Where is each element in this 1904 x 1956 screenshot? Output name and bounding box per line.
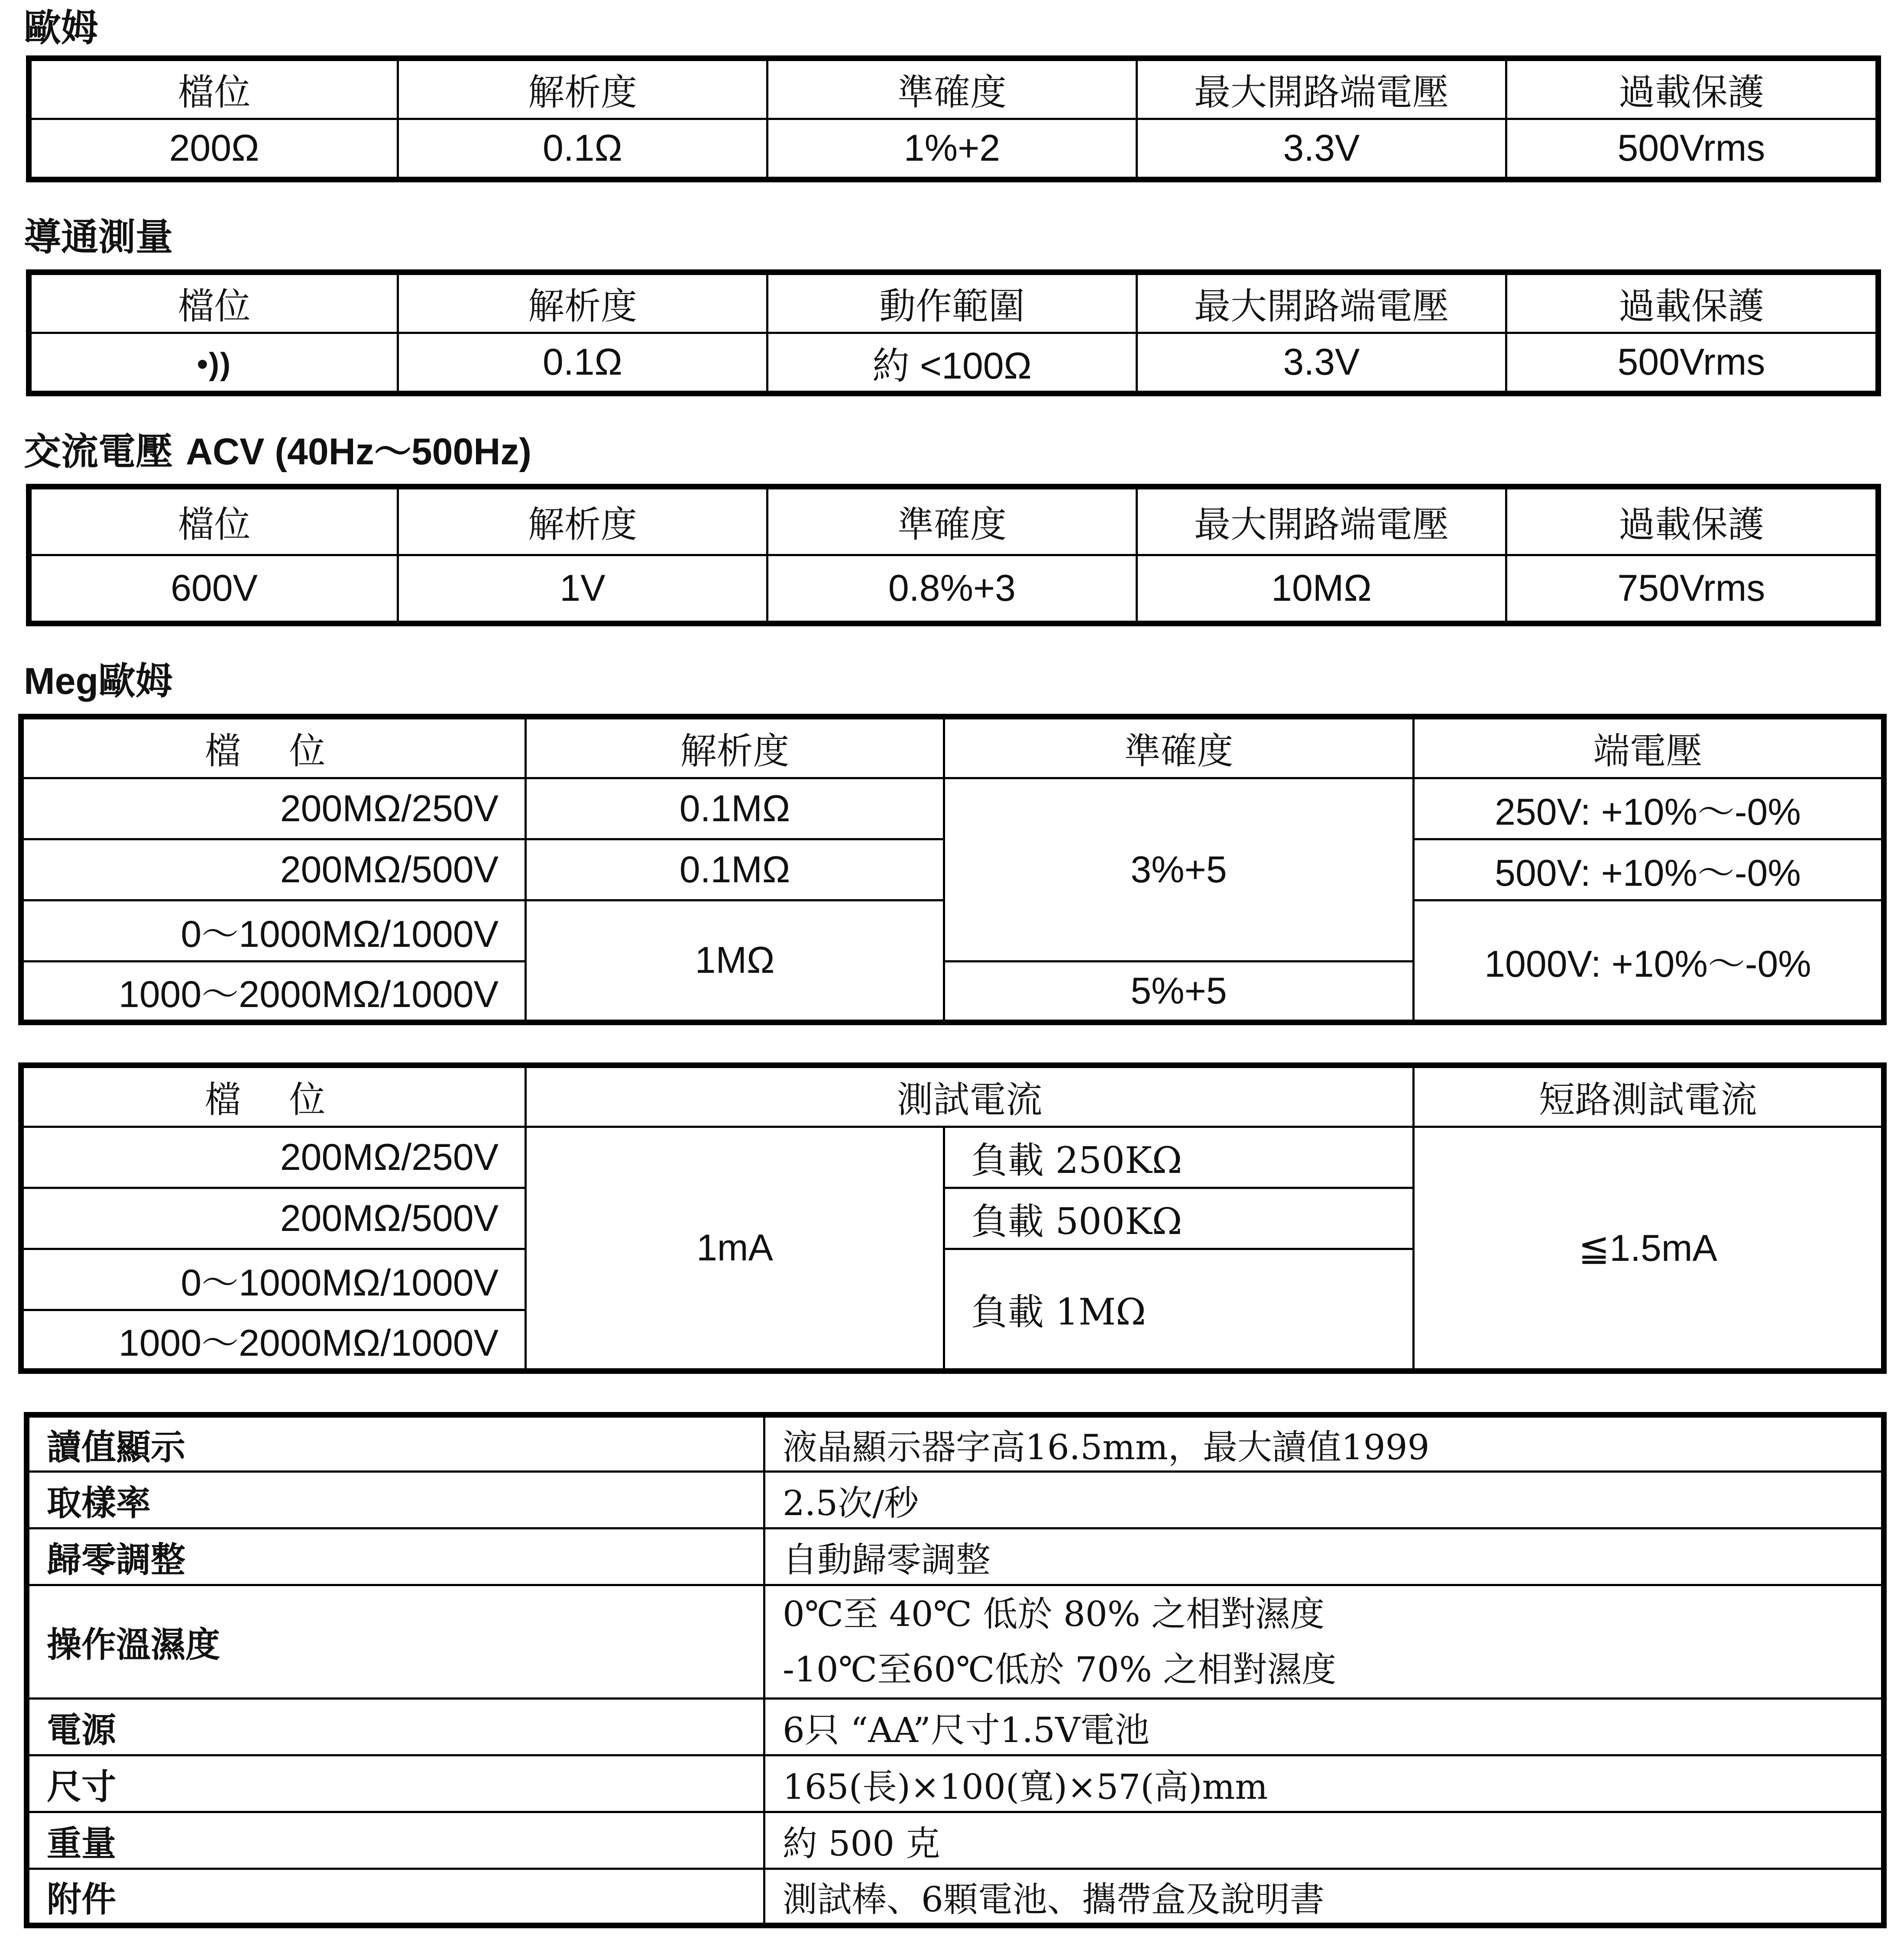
value-weight: 約 500 克 — [764, 1812, 1884, 1869]
acv-spec-table — [26, 484, 1881, 626]
cell-accuracy: 3%+5 — [944, 778, 1414, 962]
label-zero-adjust: 歸零調整 — [27, 1529, 764, 1585]
cell-resolution: 0.1MΩ — [526, 778, 944, 839]
table-row — [27, 1415, 1884, 1472]
header-resolution: 解析度 — [398, 272, 767, 333]
cell-resolution: 1V — [398, 555, 767, 624]
table-row — [21, 1127, 1884, 1188]
header-max-open-voltage: 最大開路端電壓 — [1137, 272, 1506, 333]
test-current-table — [18, 1062, 1887, 1374]
cell-load: 負載 1MΩ — [944, 1249, 1414, 1371]
cell-accuracy: 1%+2 — [767, 119, 1137, 180]
meg-title-cn: 歐姆 — [98, 659, 173, 703]
continuity-beep-icon: •)) — [29, 333, 398, 394]
table-row — [29, 555, 1878, 624]
cell-max-open-voltage: 3.3V — [1137, 119, 1506, 180]
header-short-circuit-current: 短路測試電流 — [1414, 1065, 1884, 1127]
value-accessories: 測試棒、6顆電池、攜帶盒及說明書 — [764, 1869, 1884, 1926]
cell-overload-protection: 500Vrms — [1506, 119, 1878, 180]
continuity-spec-table — [26, 269, 1881, 396]
header-overload-protection: 過載保護 — [1506, 58, 1878, 119]
ohm-spec-table — [26, 55, 1881, 182]
header-range: 檔位 — [29, 487, 398, 555]
label-sampling-rate: 取樣率 — [27, 1472, 764, 1529]
header-accuracy: 準確度 — [944, 717, 1414, 778]
cell-overload-protection: 500Vrms — [1506, 333, 1878, 394]
value-zero-adjust: 自動歸零調整 — [764, 1529, 1884, 1585]
header-max-open-voltage: 最大開路端電壓 — [1137, 58, 1506, 119]
section-title-ohm: 歐姆 — [24, 6, 98, 50]
section-title-megohm — [24, 659, 173, 703]
table-row — [29, 333, 1878, 394]
cell-resolution: 1MΩ — [526, 900, 944, 1023]
table-row — [29, 119, 1878, 180]
cell-range: 200MΩ/500V — [21, 839, 526, 900]
cell-resolution: 0.1Ω — [398, 119, 767, 180]
label-dimensions: 尺寸 — [27, 1755, 764, 1812]
cell-test-current: 1mA — [526, 1127, 944, 1371]
table-row — [27, 1699, 1884, 1755]
acv-title-en: ACV (40Hz～500Hz) — [185, 431, 532, 473]
cell-resolution: 0.1MΩ — [526, 839, 944, 900]
meg-title-en: Meg — [24, 661, 98, 702]
cell-short-circuit-current: ≦1.5mA — [1414, 1127, 1884, 1371]
table-header-row — [29, 58, 1878, 119]
label-accessories: 附件 — [27, 1869, 764, 1926]
label-weight: 重量 — [27, 1812, 764, 1869]
header-resolution: 解析度 — [526, 717, 944, 778]
cell-range: 200MΩ/250V — [21, 778, 526, 839]
cell-load: 負載 250KΩ — [944, 1127, 1414, 1188]
value-sampling-rate: 2.5次/秒 — [764, 1472, 1884, 1529]
acv-title-cn: 交流電壓 — [24, 430, 173, 473]
cell-max-open-voltage: 3.3V — [1137, 333, 1506, 394]
cell-terminal-voltage: 250V: +10%～-0% — [1414, 778, 1884, 839]
cell-range: 1000～2000MΩ/1000V — [21, 1310, 526, 1371]
cell-overload-protection: 750Vrms — [1506, 555, 1878, 624]
table-row — [27, 1812, 1884, 1869]
cell-resolution: 0.1Ω — [398, 333, 767, 394]
table-header-row — [21, 1065, 1884, 1127]
header-accuracy: 準確度 — [767, 487, 1137, 555]
cell-operating-range: 約 <100Ω — [767, 333, 1137, 394]
header-overload-protection: 過載保護 — [1506, 272, 1878, 333]
header-range: 檔 位 — [21, 1065, 526, 1127]
header-test-current: 測試電流 — [526, 1065, 1414, 1127]
cell-accuracy: 0.8%+3 — [767, 555, 1137, 624]
header-max-open-voltage: 最大開路端電壓 — [1137, 487, 1506, 555]
value-operating-env — [764, 1585, 1884, 1699]
cell-accuracy: 5%+5 — [944, 962, 1414, 1023]
header-resolution: 解析度 — [398, 58, 767, 119]
header-operating-range: 動作範圍 — [767, 272, 1137, 333]
table-row — [27, 1755, 1884, 1812]
cell-terminal-voltage: 500V: +10%～-0% — [1414, 839, 1884, 900]
cell-range: 600V — [29, 555, 398, 624]
cell-range: 0～1000MΩ/1000V — [21, 1249, 526, 1310]
cell-range: 200MΩ/250V — [21, 1127, 526, 1188]
operating-env-line-1: 0℃至 40℃ 低於 80% 之相對濕度 — [783, 1593, 1325, 1634]
table-header-row — [29, 487, 1878, 555]
table-row — [27, 1585, 1884, 1699]
table-row — [27, 1869, 1884, 1926]
label-display: 讀值顯示 — [27, 1415, 764, 1472]
cell-range: 1000～2000MΩ/1000V — [21, 962, 526, 1023]
operating-env-line-2: -10℃至60℃低於 70% 之相對濕度 — [783, 1649, 1337, 1690]
table-header-row — [29, 272, 1878, 333]
header-terminal-voltage: 端電壓 — [1414, 717, 1884, 778]
section-title-acv — [24, 430, 532, 473]
label-operating-env: 操作溫濕度 — [27, 1585, 764, 1699]
general-spec-table — [24, 1412, 1887, 1928]
header-resolution: 解析度 — [398, 487, 767, 555]
table-row — [21, 778, 1884, 839]
header-range: 檔位 — [29, 58, 398, 119]
label-power: 電源 — [27, 1699, 764, 1755]
table-row — [27, 1472, 1884, 1529]
value-dimensions: 165(長)×100(寬)×57(高)mm — [764, 1755, 1884, 1812]
table-header-row — [21, 717, 1884, 778]
megohm-spec-table — [18, 714, 1887, 1025]
cell-load: 負載 500KΩ — [944, 1188, 1414, 1249]
table-row — [27, 1529, 1884, 1585]
cell-terminal-voltage: 1000V: +10%～-0% — [1414, 900, 1884, 1023]
header-overload-protection: 過載保護 — [1506, 487, 1878, 555]
value-display: 液晶顯示器字高16.5mm，最大讀值1999 — [764, 1415, 1884, 1472]
cell-input-impedance: 10MΩ — [1137, 555, 1506, 624]
header-range: 檔 位 — [21, 717, 526, 778]
value-power: 6只 “AA”尺寸1.5V電池 — [764, 1699, 1884, 1755]
section-title-continuity: 導通測量 — [24, 215, 173, 259]
cell-range: 200Ω — [29, 119, 398, 180]
cell-range: 0～1000MΩ/1000V — [21, 900, 526, 962]
header-accuracy: 準確度 — [767, 58, 1137, 119]
cell-range: 200MΩ/500V — [21, 1188, 526, 1249]
header-range: 檔位 — [29, 272, 398, 333]
